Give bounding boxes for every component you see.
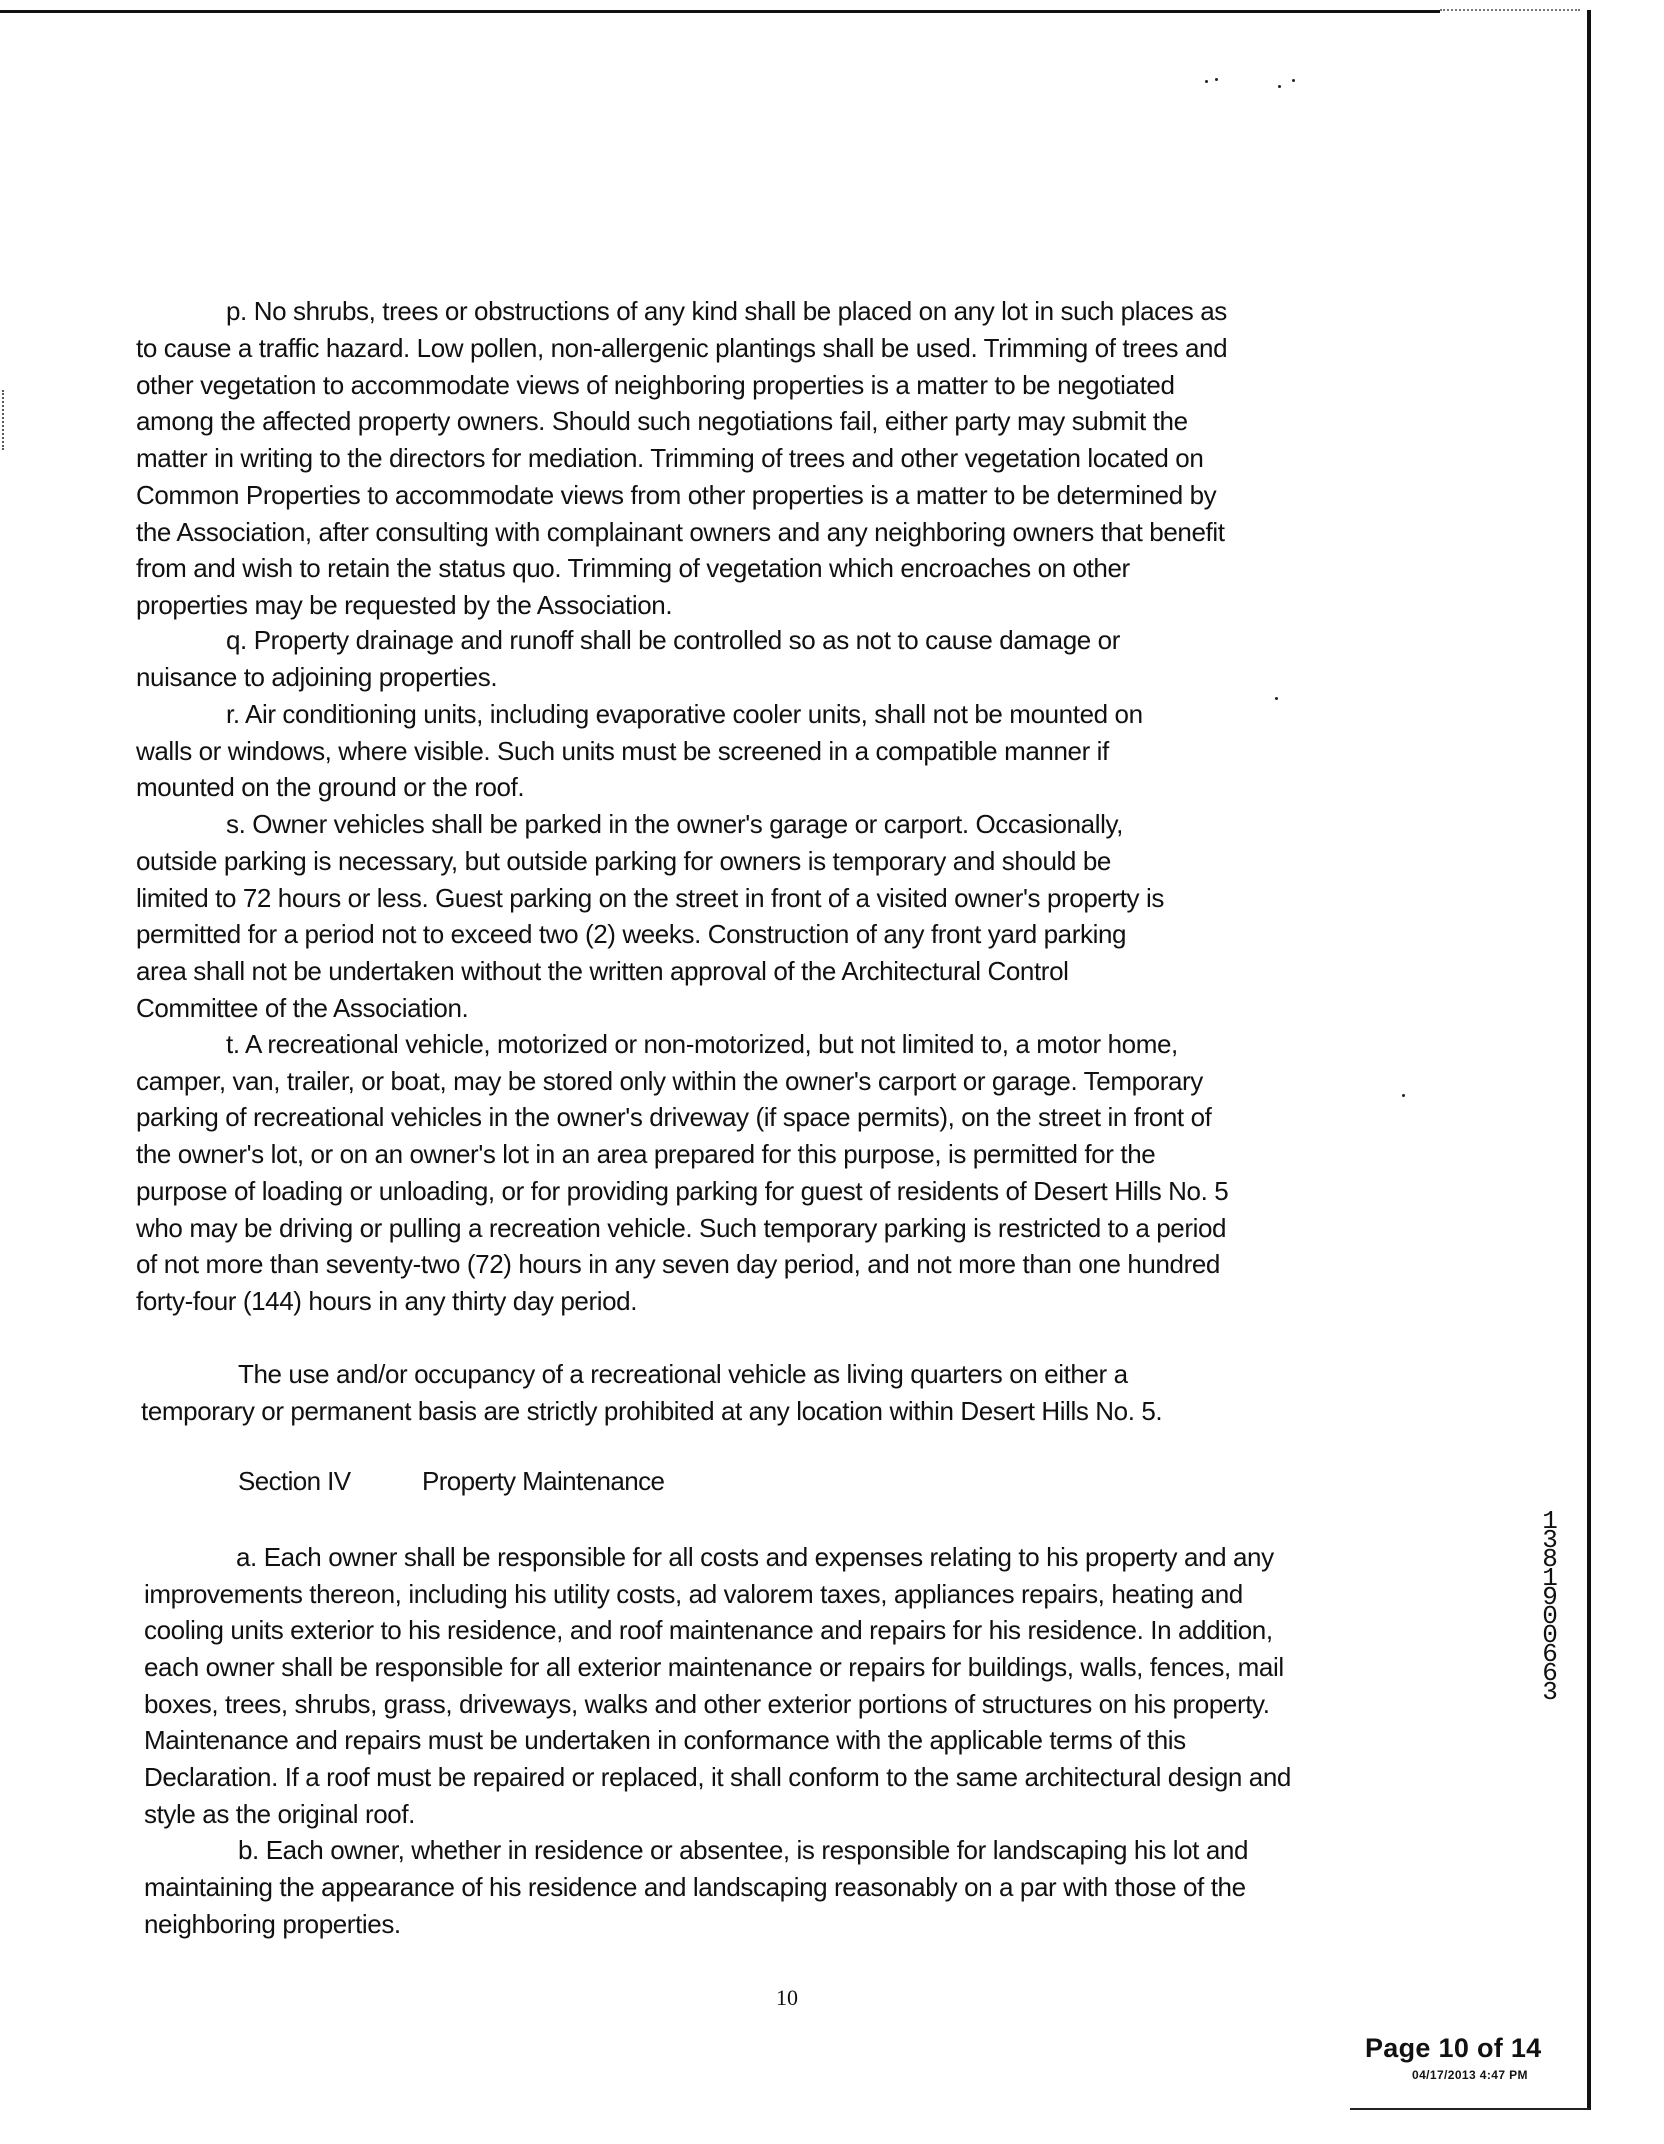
scan-speck bbox=[1292, 79, 1295, 82]
recording-id: 1381900663 bbox=[1542, 1506, 1558, 1707]
text-line: a. Each owner shall be responsible for all costs and expenses relating to his property and any bbox=[236, 1542, 1274, 1572]
text-line: among the affected property owners. Should such negotiations fail, either party may submit the bbox=[136, 406, 1188, 436]
text-line: s. Owner vehicles shall be parked in the owner's garage or carport. Occasionally, bbox=[226, 809, 1123, 839]
text-line: permitted for a period not to exceed two (2) weeks. Construction of any front yard parking bbox=[136, 919, 1127, 949]
text-line: the Association, after consulting with complainant owners and any neighboring owners that benefit bbox=[136, 517, 1225, 547]
text-line: boxes, trees, shrubs, grass, driveways, walks and other exterior portions of structures on his property. bbox=[144, 1689, 1270, 1719]
scan-speck bbox=[1215, 78, 1218, 81]
text-line: area shall not be undertaken without the written approval of the Architectural Control bbox=[136, 956, 1069, 986]
text-line: r. Air conditioning units, including evaporative cooler units, shall not be mounted on bbox=[226, 699, 1143, 729]
section-title: Property Maintenance bbox=[422, 1466, 665, 1496]
text-line: style as the original roof. bbox=[144, 1799, 416, 1829]
text-line: camper, van, trailer, or boat, may be stored only within the owner's carport or garage. Temporary bbox=[136, 1066, 1203, 1096]
text-line: The use and/or occupancy of a recreational vehicle as living quarters on either a bbox=[238, 1359, 1128, 1389]
text-line: other vegetation to accommodate views of neighboring properties is a matter to be negotiated bbox=[136, 370, 1175, 400]
scan-border-top bbox=[0, 10, 1440, 13]
footer-page-label: Page 10 of 14 bbox=[1365, 2033, 1542, 2063]
text-line: Maintenance and repairs must be undertaken in conformance with the applicable terms of this bbox=[144, 1725, 1186, 1755]
text-line: purpose of loading or unloading, or for providing parking for guest of residents of Desert Hills No. 5 bbox=[136, 1176, 1229, 1206]
footer-timestamp: 04/17/2013 4:47 PM bbox=[1412, 2068, 1528, 2082]
page-number: 10 bbox=[776, 1985, 798, 2010]
scan-border-right bbox=[1587, 10, 1591, 2110]
text-line: t. A recreational vehicle, motorized or non-motorized, but not limited to, a motor home, bbox=[226, 1029, 1178, 1059]
scan-speck bbox=[1278, 85, 1281, 88]
text-line: limited to 72 hours or less. Guest parking on the street in front of a visited owner's property is bbox=[136, 883, 1164, 913]
scan-speck bbox=[1205, 80, 1208, 83]
text-line: nuisance to adjoining properties. bbox=[136, 662, 498, 692]
scan-speck bbox=[1402, 1094, 1405, 1097]
text-line: neighboring properties. bbox=[144, 1909, 401, 1939]
text-line: properties may be requested by the Association. bbox=[136, 590, 673, 620]
text-line: walls or windows, where visible. Such units must be screened in a compatible manner if bbox=[136, 736, 1109, 766]
text-line: of not more than seventy-two (72) hours in any seven day period, and not more than one hundred bbox=[136, 1249, 1220, 1279]
text-line: cooling units exterior to his residence, and roof maintenance and repairs for his residence. In addition, bbox=[144, 1615, 1273, 1645]
scan-speck bbox=[1275, 697, 1278, 700]
text-line: matter in writing to the directors for mediation. Trimming of trees and other vegetation located on bbox=[136, 443, 1204, 473]
text-line: p. No shrubs, trees or obstructions of any kind shall be placed on any lot in such places as bbox=[226, 296, 1227, 326]
text-line: temporary or permanent basis are strictly prohibited at any location within Desert Hills No. 5. bbox=[141, 1396, 1163, 1426]
scan-border-bottom bbox=[1350, 2108, 1590, 2110]
text-line: Common Properties to accommodate views from other properties is a matter to be determined by bbox=[136, 480, 1217, 510]
text-line: the owner's lot, or on an owner's lot in an area prepared for this purpose, is permitted for the bbox=[136, 1139, 1156, 1169]
text-line: each owner shall be responsible for all exterior maintenance or repairs for buildings, walls, fences, mail bbox=[144, 1652, 1284, 1682]
scan-left-dots bbox=[2, 390, 4, 450]
scan-border-top-dots bbox=[1440, 9, 1580, 11]
text-line: b. Each owner, whether in residence or absentee, is responsible for landscaping his lot and bbox=[238, 1835, 1249, 1865]
text-line: mounted on the ground or the roof. bbox=[136, 772, 525, 802]
text-line: forty-four (144) hours in any thirty day period. bbox=[136, 1286, 638, 1316]
text-line: improvements thereon, including his utility costs, ad valorem taxes, appliances repairs, heating and bbox=[144, 1579, 1243, 1609]
text-line: q. Property drainage and runoff shall be controlled so as not to cause damage or bbox=[226, 625, 1120, 655]
text-line: Declaration. If a roof must be repaired or replaced, it shall conform to the same architectural design and bbox=[144, 1762, 1291, 1792]
text-line: to cause a traffic hazard. Low pollen, non-allergenic plantings shall be used. Trimming of trees and bbox=[136, 333, 1228, 363]
text-line: outside parking is necessary, but outside parking for owners is temporary and should be bbox=[136, 846, 1111, 876]
section-number: Section IV bbox=[238, 1466, 351, 1496]
text-line: Committee of the Association. bbox=[136, 993, 469, 1023]
text-line: from and wish to retain the status quo. Trimming of vegetation which encroaches on other bbox=[136, 553, 1130, 583]
text-line: who may be driving or pulling a recreation vehicle. Such temporary parking is restricted to a period bbox=[136, 1213, 1227, 1243]
text-line: parking of recreational vehicles in the owner's driveway (if space permits), on the street in front of bbox=[136, 1102, 1212, 1132]
text-line: maintaining the appearance of his residence and landscaping reasonably on a par with those of the bbox=[144, 1872, 1246, 1902]
